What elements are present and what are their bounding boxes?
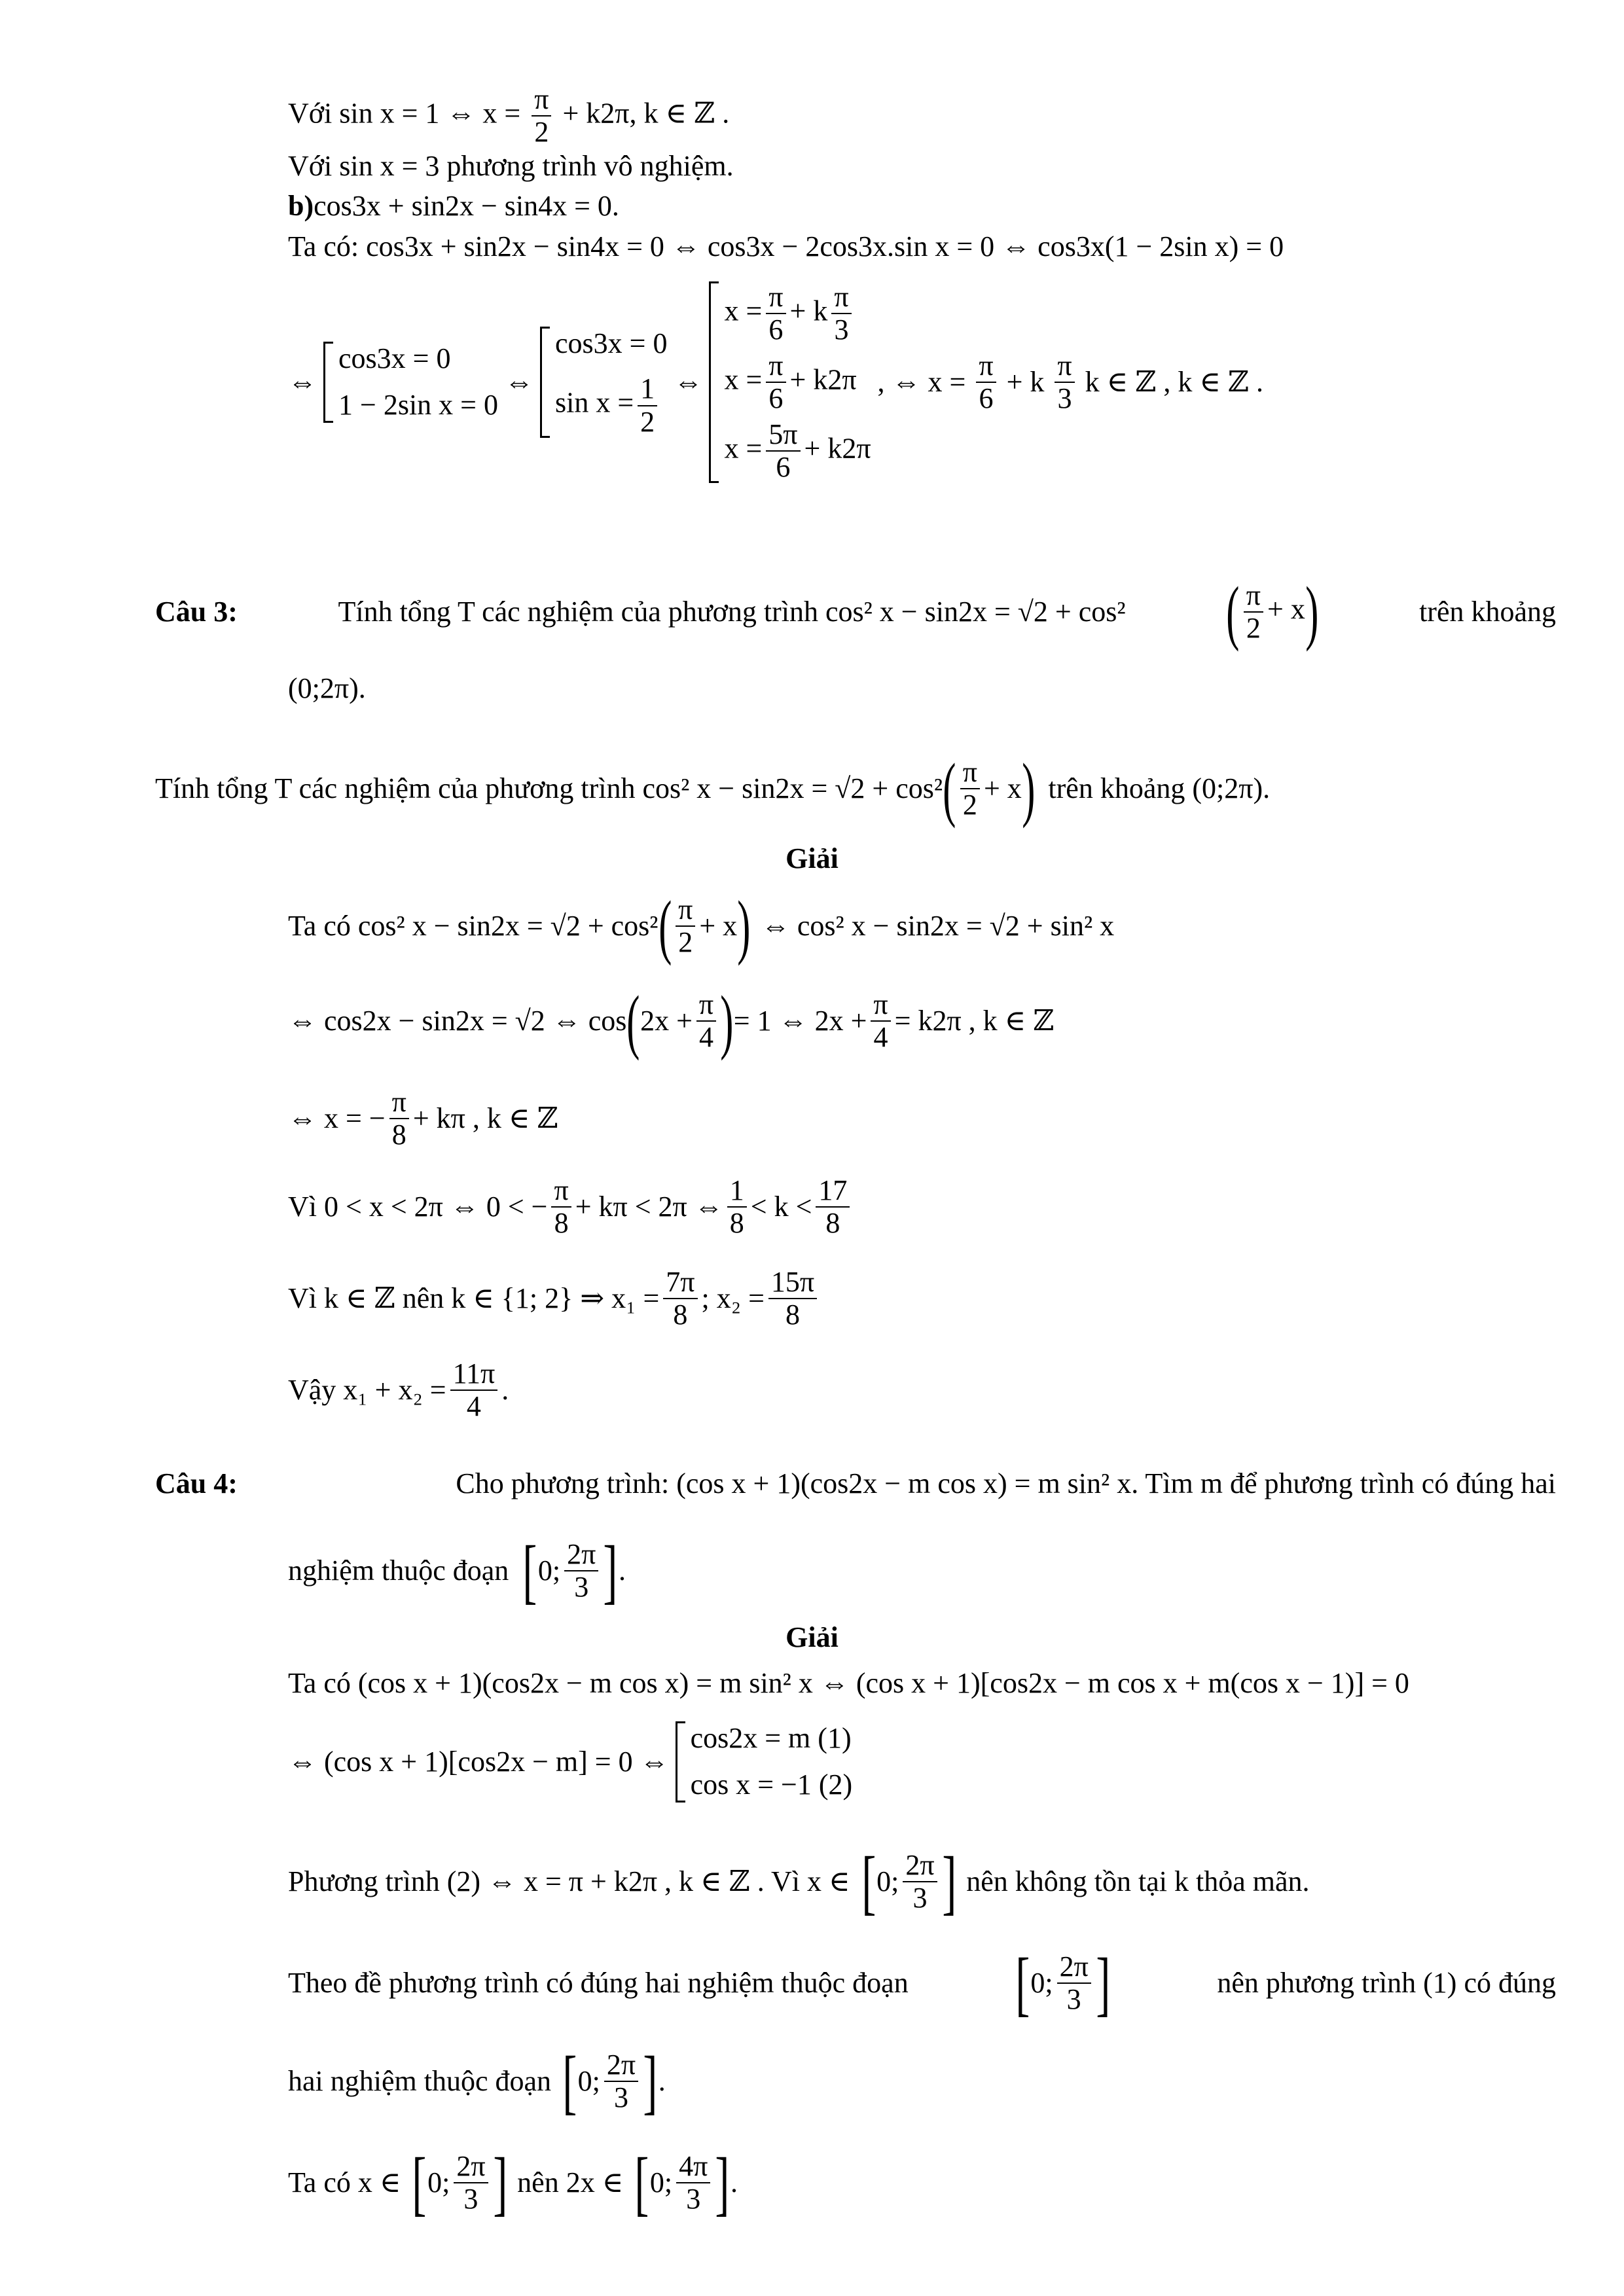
sol3-line2: ⇔ cos2x − sin2x = √2 ⇔ cos ( 2x + $\frac{\pi}{4}$ ) = 1 ⇔ 2x + $\frac{\pi}{4}$ = k2π , k ∈ ℤ <box>288 981 1055 1061</box>
sol3-line3: ⇔ x = − $\frac{\pi}{8}$ + kπ , k ∈ ℤ <box>288 1086 558 1151</box>
sol4-line5: hai nghiệm thuộc đoạn [ 0; $\frac{2\pi}{3}$ ] . <box>288 2041 666 2121</box>
part-b-equation: b)cos3x + sin2x − sin4x = 0. <box>288 190 619 222</box>
sol3-line1: Ta có cos² x − sin2x = √2 + cos² ( $\frac{\pi}{2}$ + x ) ⇔ cos² x − sin2x = √2 + sin² x <box>288 886 1115 966</box>
part-b-systems: ⇔ cos3x = 0 1 − 2sin x = 0 ⇔ cos3x = 0 sin x = $\frac{1}{2}$ ⇔ x = $\frac{\pi}{6}$ + k $\frac{\pi}{3}$ x = $\frac{\pi}{6}$ + k2π x = $\frac{5\pi}{6}$ + k2π , ⇔ x = $\frac{\pi}{6}$ + k $\frac{\pi}{3}$ k ∈ ℤ , k ∈ ℤ . <box>288 281 1264 483</box>
solution-heading-4: Giải <box>785 1621 839 1653</box>
system-4: cos2x = m (1) cos x = −1 (2) <box>676 1721 853 1803</box>
sol3-line5: Vì k ∈ ℤ nên k ∈ {1; 2} ⇒ x₁ = $\frac{7\pi}{8}$ ; x₂ = $\frac{15\pi}{8}$ <box>288 1266 821 1331</box>
system-1: cos3x = 0 1 − 2sin x = 0 <box>323 342 498 423</box>
question-4-interval: nghiệm thuộc đoạn [ 0; $\frac{2\pi}{3}$ ] . <box>288 1531 626 1611</box>
question-3: Câu 3: Tính tổng T các nghiệm của phương trình cos² x − sin2x = √2 + cos² ( $\frac{\pi}{2}$ + x) trên khoảng <box>155 572 1556 652</box>
sol4-line2: ⇔ (cos x + 1)[cos2x − m] = 0 ⇔ cos2x = m (1) cos x = −1 (2) <box>288 1721 852 1803</box>
question-3-restated: Tính tổng T các nghiệm của phương trình cos² x − sin2x = √2 + cos² ( $\frac{\pi}{2}$ + x ) trên khoảng (0;2π). <box>155 749 1271 829</box>
part-b-transform: Ta có: cos3x + sin2x − sin4x = 0 ⇔ cos3x − 2cos3x.sin x = 0 ⇔ cos3x(1 − 2sin x) = 0 <box>288 230 1284 262</box>
line-sin-eq-3: Với sin x = 3 phương trình vô nghiệm. <box>288 150 734 182</box>
sol4-line1: Ta có (cos x + 1)(cos2x − m cos x) = m sin² x ⇔ (cos x + 1)[cos2x − m cos x + m(cos x − 1)] = 0 <box>288 1667 1409 1699</box>
question-4: Câu 4: Cho phương trình: (cos x + 1)(cos2x − m cos x) = m sin² x. Tìm m để phương trình có đúng hai <box>155 1467 1556 1499</box>
sol4-line4: Theo đề phương trình có đúng hai nghiệm thuộc đoạn [ 0; $\frac{2\pi}{3}$ ] nên phương trình (1) có đúng <box>288 1943 1556 2023</box>
line-sin-eq-1: Với sin x = 1 ⇔ x = $\frac{\pi}{2}$ + k2π, k ∈ ℤ . <box>288 83 730 149</box>
system-2: cos3x = 0 sin x = $\frac{1}{2}$ <box>540 327 667 438</box>
sol3-line6: Vậy x₁ + x₂ = $\frac{11\pi}{4}$ . <box>288 1357 509 1423</box>
sol4-line3: Phương trình (2) ⇔ x = π + k2π , k ∈ ℤ . Vì x ∈ [ 0; $\frac{2\pi}{3}$ ] nên không tồn tại k thỏa mãn. <box>288 1842 1310 1922</box>
solution-heading-3: Giải <box>785 842 839 874</box>
sol4-line6: Ta có x ∈ [ 0; $\frac{2\pi}{3}$ ] nên 2x ∈ [ 0; $\frac{4\pi}{3}$ ] . <box>288 2143 738 2223</box>
question-3-interval: (0;2π). <box>288 672 366 704</box>
system-3: x = $\frac{\pi}{6}$ + k $\frac{\pi}{3}$ x = $\frac{\pi}{6}$ + k2π x = $\frac{5\pi}{6}$ + k2π <box>709 281 871 483</box>
sol3-line4: Vì 0 < x < 2π ⇔ 0 < − $\frac{\pi}{8}$ + kπ < 2π ⇔ $\frac{1}{8}$ < k < $\frac{17}{8}$ <box>288 1175 854 1240</box>
